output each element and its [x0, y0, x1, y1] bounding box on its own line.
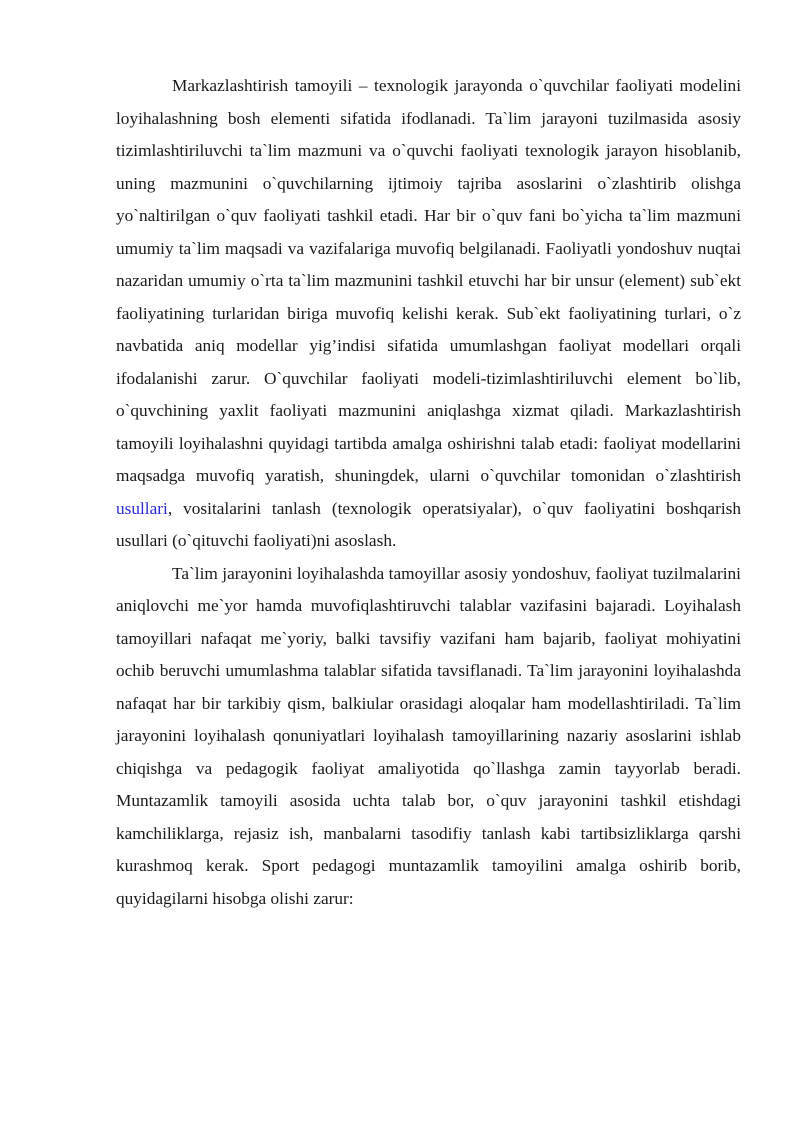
paragraph-design-principles — [116, 558, 741, 916]
paragraph-centralization-principle — [116, 70, 741, 558]
paragraph-text: Ta`lim jarayonini loyihalashda tamoyillar asosiy yondoshuv, faoliyat tuzilmalarini aniqlovchi me`yor hamda muvofiqlashtiruvchi talablar vazifasini bajaradi. Loyihalash tamoyillari nafaqat me`yoriy, balki tavsifiy vazifani ham bajarib, faoliyat mohiyatini ochib beruvchi umumlashma talablar sifatida tavsiflanadi. Ta`lim jarayonini loyihalashda nafaqat har bir tarkibiy qism, balkiular orasidagi aloqalar ham modellashtiriladi. Ta`lim jarayonini loyihalash qonuniyatlari loyihalash tamoyillarining nazariy asoslarini ishlab chiqishga va pedagogik faoliyat amaliyotida qo`llashga zamin tayyorlab beradi. Muntazamlik tamoyili asosida uchta talab bor, o`quv jarayonini tashkil etishdagi kamchiliklarga, rejasiz ish, manbalarni tasodifiy tanlash kabi tartibsizliklarga qarshi kurashmoq kerak. Sport pedagogi muntazamlik tamoyilini amalga oshirib borib, quyidagilarni hisobga olishi zarur: — [116, 563, 741, 908]
link-usullari[interactable]: usullari — [116, 498, 168, 518]
paragraph-text: Markazlashtirish tamoyili – texnologik jarayonda o`quvchilar faoliyati modelini loyihalashning bosh elementi sifatida ifodlanadi. Ta`lim jarayoni tuzilmasida asosiy tizimlashtiriluvchi ta`lim mazmuni va o`quvchi faoliyati texnologik jarayon hisoblanib, uning mazmunini o`quvchilarning ijtimoiy tajriba asoslarini o`zlashtirib olishga yo`naltirilgan o`quv faoliyati tashkil etadi. Har bir o`quv fani bo`yicha ta`lim mazmuni umumiy ta`lim maqsadi va vazifalariga muvofiq belgilanadi. Faoliyatli yondoshuv nuqtai nazaridan umumiy o`rta ta`lim mazmunini tashkil etuvchi har bir unsur (element) sub`ekt faoliyatining turlaridan biriga muvofiq kelishi kerak. Sub`ekt faoliyatining turlari, o`z navbatida aniq modellar yig’indisi sifatida umumlashgan faoliyat modellari orqali ifodalanishi zarur. O`quvchilar faoliyati modeli-tizimlashtiriluvchi element bo`lib, o`quvchining yaxlit faoliyati mazmunini aniqlashga xizmat qiladi. Markazlashtirish tamoyili loyihalashni quyidagi tartibda amalga oshirishni talab etadi: faoliyat modellarini maqsadga muvofiq yaratish, shuningdek, ularni o`quvchilar tomonidan o`zlashtirish — [116, 76, 741, 485]
document-page — [116, 70, 741, 915]
paragraph-text: , vositalarini tanlash (texnologik operatsiyalar), o`quv faoliyatini boshqarish usullari (o`qituvchi faoliyati)ni asoslash. — [116, 498, 741, 550]
